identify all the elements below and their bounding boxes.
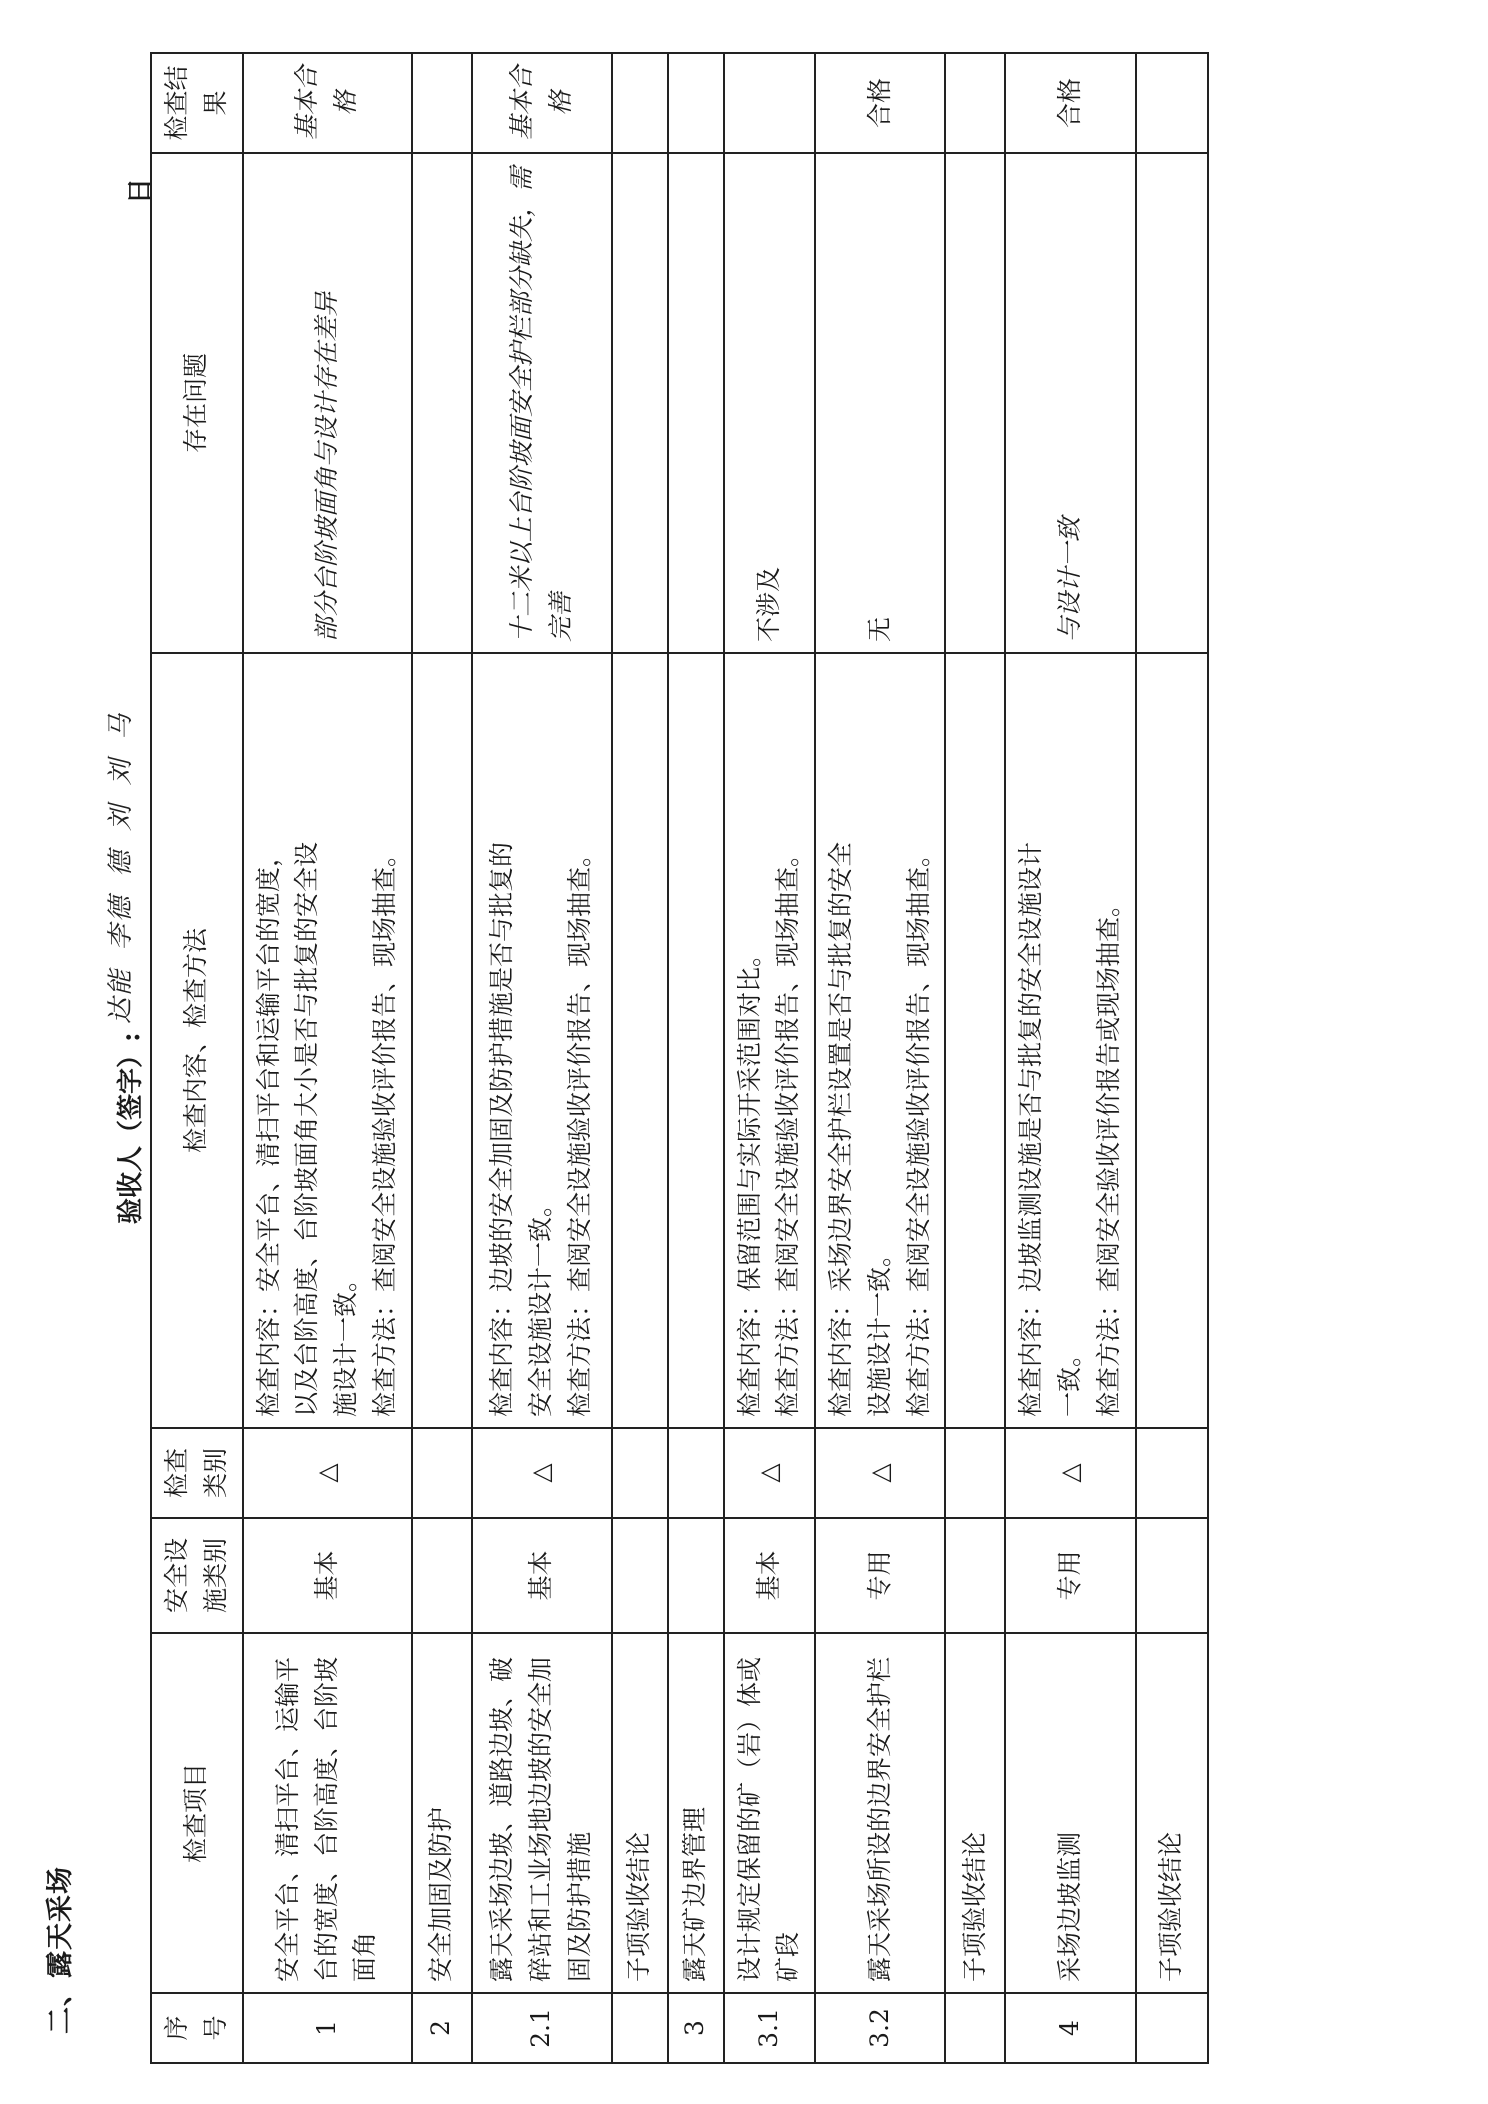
content-line: 检查方法：查阅安全设施验收评价报告、现场抽查。 bbox=[564, 841, 594, 1417]
cell-no bbox=[612, 1993, 668, 2063]
table-row bbox=[1005, 53, 1135, 2063]
cell-result bbox=[1136, 53, 1208, 153]
cell-result: 合格 bbox=[815, 53, 945, 153]
header-row bbox=[151, 53, 243, 2063]
content-line: 设施设计一致。 bbox=[864, 1241, 894, 1417]
cell-item: 露天采场边坡、道路边坡、破碎站和工业场地边坡的安全加固及防护措施 bbox=[472, 1633, 612, 1993]
cell-facility-type: 专用 bbox=[815, 1518, 945, 1633]
content-line: 检查内容：边坡监测设施是否与批复的安全设施设计 bbox=[1016, 841, 1046, 1417]
cell-content bbox=[1005, 653, 1135, 1428]
table-row bbox=[1136, 53, 1208, 2063]
cell-result bbox=[945, 53, 1005, 153]
cell-result: 合格 bbox=[1005, 53, 1135, 153]
content-line: 检查方法：查阅安全设施验收评价报告、现场抽查。 bbox=[903, 841, 933, 1417]
cell-facility-type bbox=[412, 1518, 472, 1633]
cell-item: 露天矿边界管理 bbox=[668, 1633, 724, 1993]
cell-check-type: △ bbox=[724, 1428, 816, 1518]
cell-content bbox=[815, 653, 945, 1428]
cell-result: 基本合格 bbox=[472, 53, 612, 153]
cell-issue: 与设计一致 bbox=[1005, 153, 1135, 653]
cell-facility-type bbox=[1136, 1518, 1208, 1633]
cell-item: 子项验收结论 bbox=[612, 1633, 668, 1993]
cell-result bbox=[612, 53, 668, 153]
cell-check-type bbox=[945, 1428, 1005, 1518]
cell-item: 设计规定保留的矿（岩）体或矿段 bbox=[724, 1633, 816, 1993]
cell-content bbox=[612, 653, 668, 1428]
cell-issue bbox=[1136, 153, 1208, 653]
table-row bbox=[412, 53, 472, 2063]
cell-issue bbox=[412, 153, 472, 653]
cell-check-type: △ bbox=[815, 1428, 945, 1518]
cell-item: 安全加固及防护 bbox=[412, 1633, 472, 1993]
table-row bbox=[815, 53, 945, 2063]
col-issues: 存在问题 bbox=[151, 153, 243, 653]
cell-result: 基本合格 bbox=[243, 53, 412, 153]
cell-no: 2 bbox=[412, 1993, 472, 2063]
cell-item: 子项验收结论 bbox=[945, 1633, 1005, 1993]
signer-label: 验收人（签字）: bbox=[116, 1032, 146, 1224]
cell-content bbox=[243, 653, 412, 1428]
cell-check-type bbox=[668, 1428, 724, 1518]
table-row bbox=[724, 53, 816, 2063]
cell-item: 露天采场所设的边界安全护栏 bbox=[815, 1633, 945, 1993]
cell-issue: 部分台阶坡面角与设计存在差异 bbox=[243, 153, 412, 653]
content-line: 安全设施设计一致。 bbox=[526, 1191, 556, 1417]
cell-content bbox=[412, 653, 472, 1428]
cell-result bbox=[412, 53, 472, 153]
col-result: 检查结果 bbox=[151, 53, 243, 153]
cell-no: 4 bbox=[1005, 1993, 1135, 2063]
inspection-table bbox=[150, 52, 1209, 2064]
cell-check-type: △ bbox=[1005, 1428, 1135, 1518]
cell-content bbox=[668, 653, 724, 1428]
cell-content bbox=[472, 653, 612, 1428]
content-line: 检查方法：查阅安全设施验收评价报告、现场抽查。 bbox=[773, 841, 803, 1417]
cell-facility-type: 基本 bbox=[472, 1518, 612, 1633]
cell-issue bbox=[612, 153, 668, 653]
cell-content bbox=[1136, 653, 1208, 1428]
content-line: 以及台阶高度、台阶坡面角大小是否与批复的安全设 bbox=[292, 841, 322, 1417]
cell-facility-type: 基本 bbox=[243, 1518, 412, 1633]
cell-check-type bbox=[1136, 1428, 1208, 1518]
cell-item: 采场边坡监测 bbox=[1005, 1633, 1135, 1993]
table-row bbox=[472, 53, 612, 2063]
date-suffix: 日 bbox=[126, 177, 156, 204]
col-no: 序号 bbox=[151, 1993, 243, 2063]
cell-check-type bbox=[412, 1428, 472, 1518]
content-line: 一致。 bbox=[1055, 1341, 1084, 1417]
content-line: 检查内容：采场边界安全护栏设置是否与批复的安全 bbox=[826, 841, 855, 1417]
cell-facility-type bbox=[668, 1518, 724, 1633]
table-row bbox=[668, 53, 724, 2063]
cell-issue bbox=[668, 153, 724, 653]
cell-no: 3 bbox=[668, 1993, 724, 2063]
content-line: 检查方法：查阅安全设施验收评价报告、现场抽查。 bbox=[369, 841, 399, 1417]
cell-no: 3.2 bbox=[815, 1993, 945, 2063]
cell-issue bbox=[945, 153, 1005, 653]
cell-no: 2.1 bbox=[472, 1993, 612, 2063]
content-line: 施设计一致。 bbox=[331, 1266, 360, 1417]
cell-no: 3.1 bbox=[724, 1993, 816, 2063]
cell-check-type bbox=[612, 1428, 668, 1518]
cell-result bbox=[668, 53, 724, 153]
content-line: 检查内容：边坡的安全加固及防护措施是否与批复的 bbox=[487, 841, 517, 1417]
cell-item: 安全平台、清扫平台、运输平台的宽度、台阶高度、台阶坡面角 bbox=[243, 1633, 412, 1993]
section-title: 二、露天采场 bbox=[45, 1866, 76, 2034]
cell-check-type: △ bbox=[243, 1428, 412, 1518]
table-row bbox=[945, 53, 1005, 2063]
col-check-type: 检查类别 bbox=[151, 1428, 243, 1518]
cell-issue: 无 bbox=[815, 153, 945, 653]
cell-facility-type bbox=[612, 1518, 668, 1633]
content-line: 检查内容：安全平台、清扫平台和运输平台的宽度， bbox=[253, 841, 283, 1417]
cell-content bbox=[724, 653, 816, 1428]
col-facility-type: 安全设施类别 bbox=[151, 1518, 243, 1633]
col-item: 检查项目 bbox=[151, 1633, 243, 1993]
cell-facility-type: 基本 bbox=[724, 1518, 816, 1633]
cell-content bbox=[945, 653, 1005, 1428]
col-content: 检查内容、检查方法 bbox=[151, 653, 243, 1428]
cell-result bbox=[724, 53, 816, 153]
cell-facility-type bbox=[945, 1518, 1005, 1633]
cell-issue: 不涉及 bbox=[724, 153, 816, 653]
cell-issue: 十二米以上台阶坡面安全护栏部分缺失，需完善 bbox=[472, 153, 612, 653]
content-line: 检查内容：保留范围与实际开采范围对比。 bbox=[734, 941, 764, 1417]
handwritten-signature: 达能 李德 德 刘 刘 马 bbox=[106, 711, 136, 1024]
cell-check-type: △ bbox=[472, 1428, 612, 1518]
table-row bbox=[612, 53, 668, 2063]
cell-no bbox=[1136, 1993, 1208, 2063]
cell-facility-type: 专用 bbox=[1005, 1518, 1135, 1633]
cell-no bbox=[945, 1993, 1005, 2063]
cell-no: 1 bbox=[243, 1993, 412, 2063]
table-row bbox=[243, 53, 412, 2063]
cell-item: 子项验收结论 bbox=[1136, 1633, 1208, 1993]
content-line: 检查方法：查阅安全验收评价报告或现场抽查。 bbox=[1093, 891, 1123, 1417]
